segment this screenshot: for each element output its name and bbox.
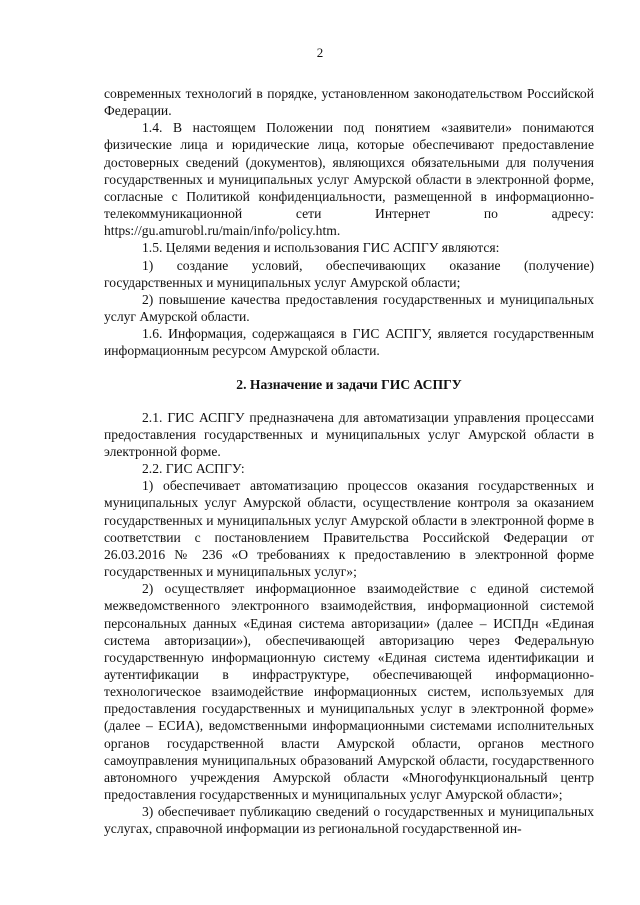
- paragraph: 1) обеспечивает автоматизацию процессов оказания государственных и муниципальных услуг Амурской области, осуществление контроля за оказанием государственных и муниципальных услуг Амурской области в электронной форме в соответствии с постановлением Правительства Российской Федерации от 26.03.2016 № 236 «О требованиях к предоставлению в электронной форме государственных и муниципальных услуг»;: [104, 478, 594, 580]
- paragraph: 1) создание условий, обеспечивающих оказание (получение) государственных и муниципальных услуг Амурской области;: [104, 257, 594, 290]
- document-body: [104, 85, 594, 838]
- paragraph: 2.2. ГИС АСПГУ:: [142, 461, 245, 477]
- paragraph: 3) обеспечивает публикацию сведений о государственных и муниципальных услугах, справочной информации из региональной государственной ин-: [104, 804, 594, 837]
- section-2-paragraphs: [104, 409, 594, 838]
- paragraph: 2) осуществляет информационное взаимодействие с единой системой межведомственного электронного взаимодействия, информационной системой персональных данных «Единая система авторизации» (далее – ИСПДн «Единая система авторизации»), обеспечивающей авторизацию через Федеральную государственную информационную систему «Единая система идентификации и аутентификации в инфраструктуре, обеспечивающей информационно-технологическое взаимодействие информационных систем, используемых для предоставления государственных и муниципальных услуг в электронной форме» (далее – ЕСИА), ведомственными информационными системами исполнительных органов государственной власти Амурской области, органов местного самоуправления муниципальных образований Амурской области, государственного автономного учреждения Амурской области «Многофункциональный центр предоставления государственных и муниципальных услуг Амурской области»;: [104, 581, 594, 803]
- paragraph: 1.6. Информация, содержащаяся в ГИС АСПГУ, является государственным информационным ресурсом Амурской области.: [104, 326, 594, 359]
- paragraph: 2) повышение качества предоставления государственных и муниципальных услуг Амурской области.: [104, 291, 594, 325]
- page-number: 2: [316, 45, 324, 60]
- section-heading: 2. Назначение и задачи ГИС АСПГУ: [236, 376, 462, 392]
- paragraph: 2.1. ГИС АСПГУ предназначена для автоматизации управления процессами предоставления государственных и муниципальных услуг Амурской области в электронной форме.: [104, 409, 594, 459]
- paragraph: 1.4. В настоящем Положении под понятием «заявители» понимаются физические лица и юридические лица, которые обеспечивают предоставление достоверных сведений (документов), являющихся обязательными для получения государственных и муниципальных услуг Амурской области в электронной форме, согласные с Политикой конфиденциальности, размещенной в информационно-телекоммуникационной сети Интернет по адресу: https://gu.amurobl.ru/main/info/policy.htm.: [104, 120, 594, 239]
- paragraph: 1.5. Целями ведения и использования ГИС АСПГУ являются:: [142, 240, 500, 256]
- paragraph: современных технологий в порядке, установленном законодательством Российской Федерации.: [104, 86, 594, 119]
- section-1-paragraphs: [104, 85, 594, 360]
